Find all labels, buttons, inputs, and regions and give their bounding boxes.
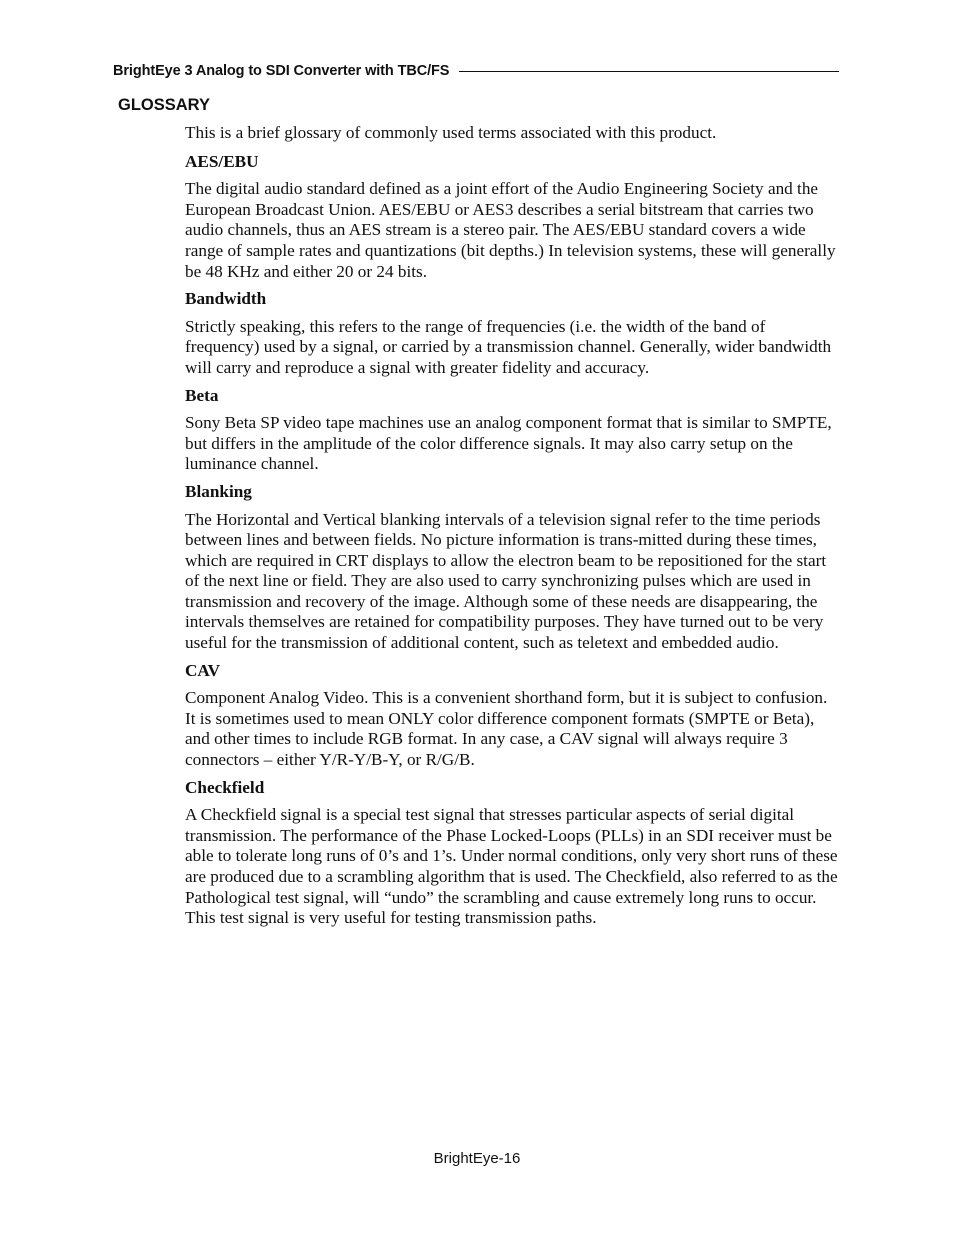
definition-blanking: The Horizontal and Vertical blanking intervals of a television signal refer to the time periods between lines and between fields. No picture information is trans-mitted during these times, which are required in CRT displays to allow the electron beam to be repositioned for the start of the next line or field. They are also used to carry synchronizing pulses which are used in transmission and recovery of the image. Although some of these needs are disappearing, the intervals themselves are retained for compatibility purposes. They have turned out to be very useful for the transmission of additional content, such as teletext and embedded audio. xyxy=(185,509,827,653)
intro-paragraph: This is a brief glossary of commonly used terms associated with this product. xyxy=(185,123,717,142)
page-number: BrightEye-16 xyxy=(433,1150,521,1167)
term-cav: CAV xyxy=(185,660,221,680)
term-checkfield: Checkfield xyxy=(185,777,265,797)
definition-aes-ebu: The digital audio standard defined as a joint effort of the Audio Engineering Society and the European Broadcast Union. AES/EBU or AES3 describes a serial bitstream that carries two audio channels, thus an AES stream is a stereo pair. The AES/EBU standard covers a wide range of sample rates and quantizations (bit depths.) In television systems, these will generally be 48 KHz and either 20 or 24 bits. xyxy=(185,179,836,281)
section-title: GLOSSARY xyxy=(118,96,210,114)
running-header xyxy=(113,62,839,80)
header-title: BrightEye 3 Analog to SDI Converter with TBC/FS xyxy=(113,63,450,79)
term-aes-ebu: AES/EBU xyxy=(185,151,259,171)
term-blanking: Blanking xyxy=(185,481,252,501)
glossary-content xyxy=(185,123,841,936)
definition-beta: Sony Beta SP video tape machines use an analog component format that is similar to SMPTE, but differs in the amplitude of the color difference signals. It may also carry setup on the luminance channel. xyxy=(185,413,832,474)
definition-checkfield: A Checkfield signal is a special test signal that stresses particular aspects of serial digital transmission. The performance of the Phase Locked-Loops (PLLs) in an SDI receiver must be able to tolerate long runs of 0’s and 1’s. Under normal conditions, only very short runs of these are produced due to a scrambling algorithm that is used. The Checkfield, also referred to as the Pathological test signal, will “undo” the scrambling and cause extremely long runs to occur. This test signal is very useful for testing transmission paths. xyxy=(185,805,838,928)
definition-bandwidth: Strictly speaking, this refers to the range of frequencies (i.e. the width of the band of frequency) used by a signal, or carried by a transmission channel. Generally, wider bandwidth will carry and reproduce a signal with greater fidelity and accuracy. xyxy=(185,316,832,377)
term-beta: Beta xyxy=(185,385,219,405)
header-rule xyxy=(459,71,839,72)
term-bandwidth: Bandwidth xyxy=(185,289,267,309)
definition-cav: Component Analog Video. This is a convenient shorthand form, but it is subject to confusion. It is sometimes used to mean ONLY color difference component formats (SMPTE or Beta), and other times to include RGB format. In any case, a CAV signal will always require 3 connectors – either Y/R-Y/B-Y, or R/G/B. xyxy=(185,688,828,770)
